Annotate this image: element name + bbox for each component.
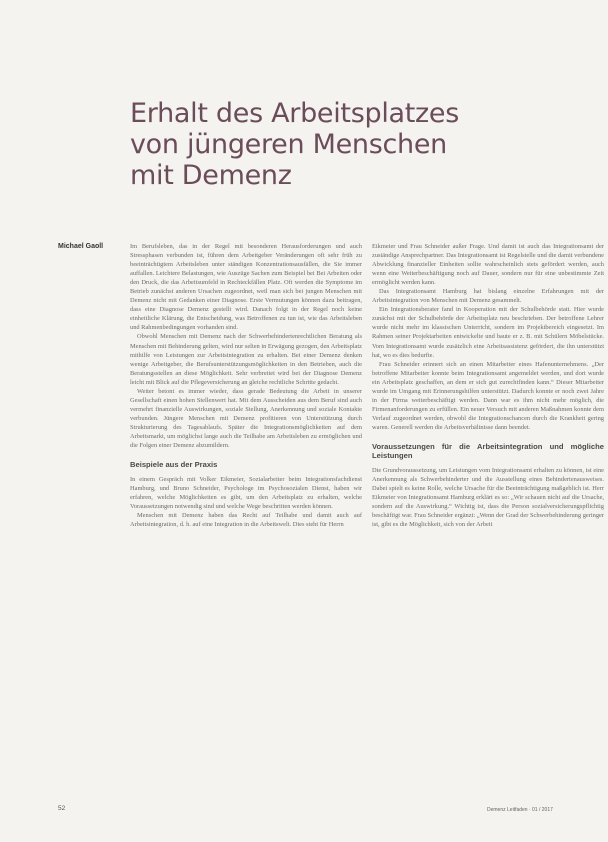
paragraph: Menschen mit Demenz haben das Recht auf Teilhabe und damit auch auf Arbeitsintegration, d. h. auf eine Integration in die Arbeitswelt. Dies steht für Herrn [130, 511, 362, 528]
author-name: Michael Gaoll [58, 243, 104, 250]
paragraph: Obwohl Menschen mit Demenz nach der Schwerbehindertenrechtlichen Beratung als Menschen mit Behinderung gelten, wird nur selten in Erwägung gezogen, den Arbeitsplatz mithilfe von Leistungen zur Arbeitsintegration zu erhalten. Bei einer Demenz denken wenige Arbeitgeber, die Berufsunterstützungsmöglichkeiten in den Betrieben, auch die Beratungsstellen an diese Möglichkeit. Sehr verbreitet wird bei der Diagnose Demenz leicht mit Blick auf die Pflegeversicherung an gleiche rechtliche Schritte gedacht. [130, 333, 362, 386]
article-title [130, 98, 550, 191]
page-number: 52 [58, 805, 66, 812]
title-line-1: Erhalt des Arbeitsplatzes [130, 98, 460, 129]
paragraph: Ein Integrationsberater fand in Kooperation mit der Schulbehörde statt. Hier wurde zunächst mit der Schulbehörde der Arbeitsplatz neu beschrieben. Der betroffene Lehrer wurde nicht mehr im klassischen Unterricht, sondern im Projektbereich eingesetzt. Im Rahmen seiner Projektarbeiten entwickelte und baute er z. B. mit Schülern Möbelstücke. Vom Integrationsamt wurde zusätzlich eine Arbeitsassistenz gefördert, die ihn unterstützt hat, wo es dies bedurfte. [372, 306, 604, 359]
left-column [130, 242, 362, 529]
title-line-3: mit Demenz [130, 160, 292, 191]
paragraph: In einem Gespräch mit Volker Eikmeier, Sozialarbeiter beim Integrationsfachdienst Hamburg, und Bruno Schneider, Psychologe im Psychosozialen Dienst, haben wir erfahren, welche Möglichkeiten es gibt, um den Arbeitsplatz zu erhalten, welche Voraussetzungen notwendig sind und welche Wege beschritten werden können. [130, 475, 362, 510]
journal-footer: Demenz Leitfaden · 01 / 2017 [487, 807, 553, 813]
paragraph: Frau Schneider erinnert sich an einen Mitarbeiter eines Hafenunternehmens. „Der betroffene Mitarbeiter konnte beim Integrationsamt angemeldet werden, und dort wurde ein Arbeitsplatz geschaffen, an dem er sich gut zurechtfinden kann.“ Dieser Mitarbeiter wurde im Umgang mit Erinnerungshilfen unterstützt. Dadurch konnte er noch zwei Jahre in der Firma weiterbeschäftigt werden. Dann war es ihm nicht mehr möglich, die Firmenanforderungen zu erfüllen. Ein neuer Versuch mit anderen Maßnahmen konnte dem Verlauf zugeordnet werden, obwohl die Integrationschancen durch die Krankheit gering waren. Generell werden die Arbeitsverhältnisse dann beendet. [372, 360, 604, 431]
section-heading: Voraussetzungen für die Arbeitsintegration und mögliche Leistungen [372, 441, 604, 461]
title-line-2: von jüngeren Menschen [130, 129, 447, 160]
paragraph: Das Integrationsamt Hamburg hat bislang einzelne Erfahrungen mit der Arbeitsintegration von Menschen mit Demenz gesammelt. [372, 288, 604, 305]
right-column [372, 242, 604, 529]
paragraph: Die Grundvoraussetzung, um Leistungen vom Integrationsamt erhalten zu können, ist eine Anerkennung als Schwerbehinderter und die Ausstellung eines Behindertenausweises. Dabei spielt es keine Rolle, welche Ursache für die Beeinträchtigung maßgeblich ist. Herr Eikmeier von Integrationsamt Hamburg erklärt es so: „Wir schauen nicht auf die Ursache, sondern auf die Auswirkung.“ Wichtig ist, dass die Person sozialversicherungspflichtig beschäftigt war. Frau Schneider ergänzt: „Wenn der Grad der Schwerbehinderung geringer ist, gibt es die Möglichkeit, sich von der Arbeit [372, 466, 604, 529]
paragraph: Weiter betont es immer wieder, dass gerade Bedeutung die Arbeit in unserer Gesellschaft einen hohen Stellenwert hat. Mit dem Ausscheiden aus dem Beruf sind auch vermehrt finanzielle Auswirkungen, soziale Stellung, Anerkennung und soziale Kontakte verbunden. Jüngere Menschen mit Demenz profitieren von Unterstützung durch Strukturierung des Tagesablaufs. Später die Integrationsmöglichkeiten auf dem Arbeitsmarkt, um möglichst lange auch die Teilhabe am Arbeitsleben zu ermöglichen und die Folgen einer Demenz abzumildern. [130, 387, 362, 450]
paragraph: Im Berufsleben, das in der Regel mit besonderen Herausforderungen und auch Stressphasen verbunden ist, führen dem Arbeitgeber Veränderungen oft sehr früh zu beeinträchtigtem Arbeitsleben unter ständigen Konzentrationsausfällen, die Sie immer auffallen. Leichtere Belastungen, wie Auszüge Sachen zum Beispiel bei Bei Arbeiten oder den Druck, die das Arbeitsumfeld in Rechteckfällen Platz. Oft werden die Symptome im Betrieb zunächst anderen Ursachen zugeordnet, weil man sich bei jungen Menschen mit Demenz nicht mit Gedanken einer Diagnose. Erste Vermutungen können dazu beitragen, dass eine Diagnose Demenz gestellt wird. Danach folgt in der Regel noch keine einheitliche Klärung, die Entscheidung, was Betroffenen zu tun ist, wie das Arbeitsleben und Rahmenbedingungen vorhanden sind. [130, 243, 362, 332]
paragraph: Eikmeier und Frau Schneider außer Frage. Und damit ist auch das Integrationsamt der zuständige Ansprechpartner. Das Integrationsamt ist Regelstelle und die damit verbundene Abwicklung finanzieller Einheiten sollte wahrscheinlich stets gefördert werden, auch wenn eine Weiterbeschäftigung noch auf Dauer, sondern nur für eine unbestimmte Zeit ermöglicht werden kann. [372, 243, 604, 287]
section-heading: Beispiele aus der Praxis [130, 460, 218, 470]
